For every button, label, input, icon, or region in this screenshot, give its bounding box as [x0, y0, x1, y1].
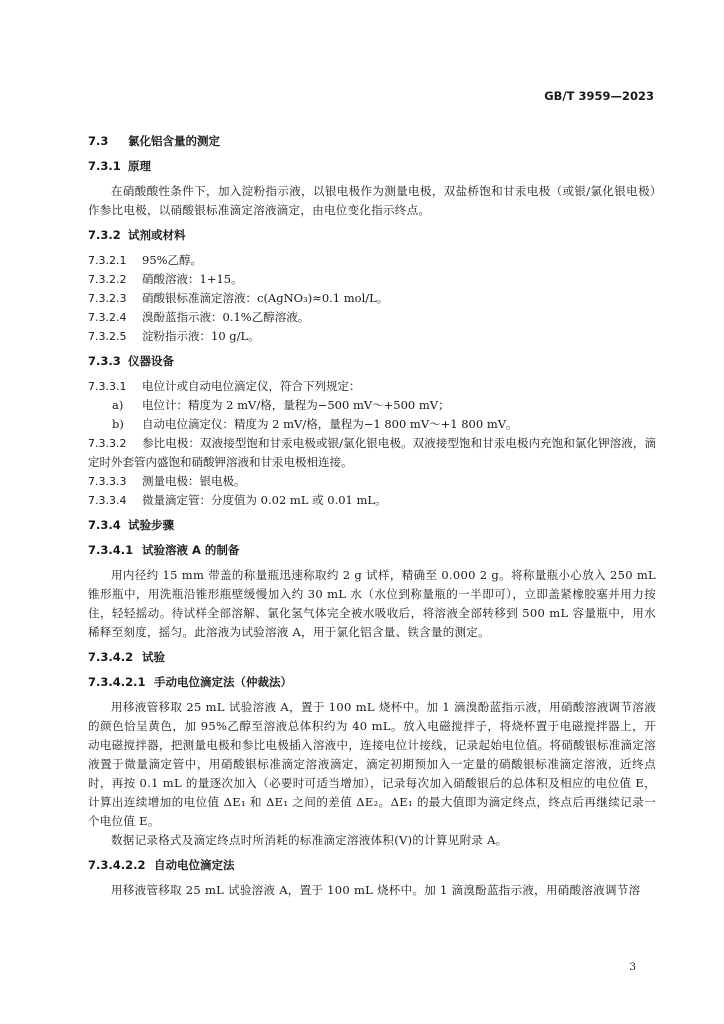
sub-list-item [88, 415, 656, 434]
section-title: 自动电位滴定法 [154, 858, 235, 872]
item-text: 硝酸银标准滴定溶液：c(AgNO₃)≈0.1 mol/L。 [142, 291, 389, 305]
subsection-heading [88, 673, 656, 692]
section-title: 手动电位滴定法（仲裁法） [154, 675, 292, 689]
list-item [88, 491, 656, 510]
item-text: 微量滴定管：分度值为 0.02 mL 或 0.01 mL。 [142, 493, 387, 507]
item-number: 7.3.3.2 [88, 437, 127, 450]
section-title: 试剂或材料 [128, 228, 186, 242]
section-number: 7.3.2 [88, 228, 121, 242]
item-number: 7.3.2.5 [88, 330, 127, 343]
subsection-heading [88, 648, 656, 667]
section-number: 7.3.4.2.1 [88, 675, 146, 689]
list-item [88, 327, 656, 346]
list-item [88, 251, 656, 270]
item-number: 7.3.3.4 [88, 494, 127, 507]
section-title: 试验 [142, 650, 165, 664]
list-item [88, 472, 656, 491]
item-text: 电位计或自动电位滴定仪，符合下列规定： [142, 379, 361, 393]
list-item [88, 270, 656, 289]
subsection-heading [88, 352, 656, 371]
section-number: 7.3.4.2.2 [88, 858, 146, 872]
section-title: 氯化铝含量的测定 [128, 134, 220, 148]
section-number: 7.3 [88, 134, 109, 148]
subsection-heading [88, 226, 656, 245]
section-number: 7.3.1 [88, 159, 121, 173]
section-heading [88, 132, 656, 151]
list-item-paragraph [88, 434, 656, 472]
paragraph: 数据记录格式及滴定终点时所消耗的标准滴定溶液体积(V)的计算见附录 A。 [111, 833, 508, 847]
section-title: 试验溶液 A 的制备 [142, 543, 240, 557]
section-title: 原理 [128, 159, 151, 173]
section-number: 7.3.4.1 [88, 543, 134, 557]
item-number: 7.3.2.3 [88, 292, 127, 305]
section-number: 7.3.4 [88, 518, 121, 532]
subsection-heading [88, 541, 656, 560]
section-number: 7.3.4.2 [88, 650, 134, 664]
list-item [88, 308, 656, 327]
item-text: 参比电极：双液接型饱和甘汞电极或银/氯化银电极。双液接型饱和甘汞电极内充饱和氯化钾溶液，滴定时外套管内盛饱和硝酸钾溶液和甘汞电极相连接。 [88, 436, 656, 469]
section-title: 仪器设备 [128, 354, 174, 368]
item-text: 淀粉指示液：10 g/L。 [142, 329, 260, 343]
sub-item-marker: b) [112, 417, 124, 431]
item-number: 7.3.2.1 [88, 254, 127, 267]
section-title: 试验步骤 [128, 518, 174, 532]
sub-item-marker: a) [112, 398, 124, 412]
document-code: GB/T 3959—2023 [544, 89, 654, 103]
paragraph: 用内径约 15 mm 带盖的称量瓶迅速称取约 2 g 试样，精确至 0.000 2 g。将称量瓶小心放入 250 mL 锥形瓶中，用洗瓶沿锥形瓶壁缓慢加入约 30 mL 水（水位到称量瓶的一半即可），立即盖紧橡胶塞并用力按住，轻轻摇动。待试样全部溶解、氯化氢气体完全被水吸收后，将溶液全部转移到 500 mL 容量瓶中，用水稀释至刻度，摇匀。此溶液为试验溶液 A，用于氯化铝含量、铁含量的测定。 [88, 568, 656, 639]
item-number: 7.3.2.2 [88, 273, 127, 286]
paragraph: 用移液管移取 25 mL 试验溶液 A，置于 100 mL 烧杯中。加 1 滴溴酚蓝指示液，用硝酸溶液调节溶 [111, 883, 641, 897]
item-text: 溴酚蓝指示液：0.1%乙醇溶液。 [142, 310, 310, 324]
list-item [88, 377, 656, 396]
item-text: 95%乙醇。 [142, 253, 203, 267]
item-text: 测量电极：银电极。 [142, 474, 246, 488]
item-text: 硝酸溶液：1+15。 [142, 272, 243, 286]
paragraph: 在硝酸酸性条件下，加入淀粉指示液，以银电极作为测量电极，双盐桥饱和甘汞电极（或银/氯化银电极）作参比电极，以硝酸银标准滴定溶液滴定，由电位变化指示终点。 [88, 184, 656, 217]
subsection-heading [88, 516, 656, 535]
sub-list-item [88, 396, 656, 415]
page-content [88, 132, 656, 900]
paragraph: 用移液管移取 25 mL 试验溶液 A，置于 100 mL 烧杯中。加 1 滴溴酚蓝指示液，用硝酸溶液调节溶液的颜色恰呈黄色，加 95%乙醇至溶液总体积约为 40 mL。放入电磁搅拌子，将烧杯置于电磁搅拌器上，开动电磁搅拌器，把测量电极和参比电极插入溶液中，连接电位计接线，记录起始电位值。将硝酸银标准滴定溶液置于微量滴定管中，用硝酸银标准滴定溶液滴定，滴定初期预加入一定量的硝酸银标准滴定溶液，近终点时，再按 0.1 mL 的量逐次加入（必要时可适当增加），记录每次加入硝酸银后的总体积及相应的电位值 E，计算出连续增加的电位值 ΔE₁ 和 ΔE₁ 之间的差值 ΔE₂。ΔE₁ 的最大值即为滴定终点，终点后再继续记录一个电位值 E。 [88, 700, 656, 828]
list-item [88, 289, 656, 308]
item-number: 7.3.3.1 [88, 380, 127, 393]
sub-item-text: 自动电位滴定仪：精度为 2 mV/格，量程为−1 800 mV～+1 800 mV。 [142, 417, 518, 431]
page-number: 3 [629, 961, 636, 973]
subsection-heading [88, 856, 656, 875]
subsection-heading [88, 157, 656, 176]
item-number: 7.3.2.4 [88, 311, 127, 324]
item-number: 7.3.3.3 [88, 475, 127, 488]
sub-item-text: 电位计：精度为 2 mV/格，量程为−500 mV～+500 mV； [142, 398, 450, 412]
section-number: 7.3.3 [88, 354, 121, 368]
